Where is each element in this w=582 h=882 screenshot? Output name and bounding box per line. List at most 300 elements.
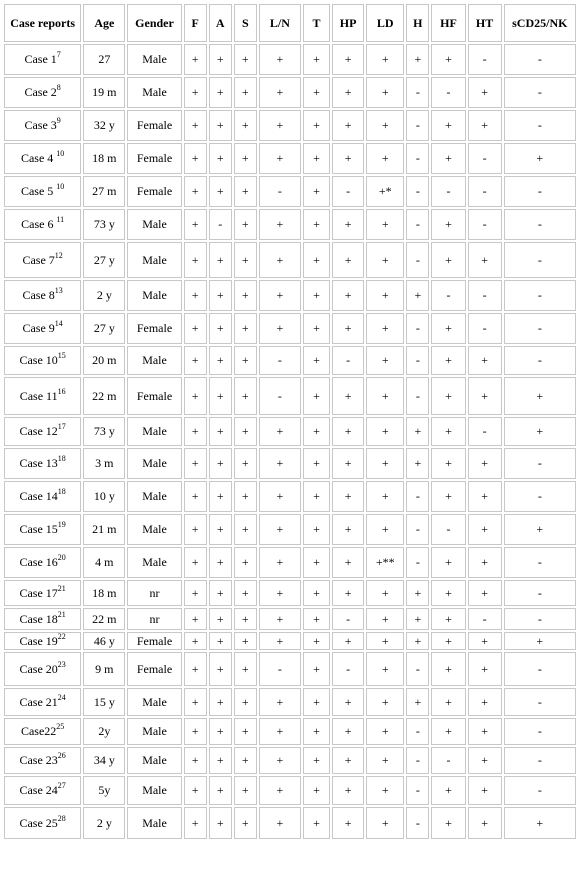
age-cell: 5y bbox=[83, 776, 125, 805]
finding-cell: + bbox=[332, 313, 364, 344]
finding-cell: + bbox=[209, 514, 232, 545]
case-label-cell bbox=[4, 747, 81, 774]
finding-cell: + bbox=[431, 313, 465, 344]
finding-cell: + bbox=[303, 346, 330, 375]
reference-superscript: 18 bbox=[57, 487, 66, 496]
finding-cell: + bbox=[184, 242, 207, 278]
case-label-cell bbox=[4, 110, 81, 141]
gender-cell: Male bbox=[127, 547, 181, 578]
finding-cell: - bbox=[406, 110, 429, 141]
finding-cell: + bbox=[303, 608, 330, 630]
finding-cell: + bbox=[303, 632, 330, 650]
finding-cell: + bbox=[332, 110, 364, 141]
header-row bbox=[4, 4, 576, 42]
finding-cell: + bbox=[431, 580, 465, 606]
finding-cell: - bbox=[504, 209, 576, 240]
age-cell: 2 y bbox=[83, 807, 125, 839]
reference-superscript: 18 bbox=[57, 454, 66, 463]
finding-cell: + bbox=[431, 807, 465, 839]
table-row bbox=[4, 481, 576, 512]
finding-cell: + bbox=[303, 44, 330, 75]
finding-cell: - bbox=[504, 280, 576, 311]
finding-cell: + bbox=[468, 547, 502, 578]
finding-cell: + bbox=[234, 110, 257, 141]
finding-cell: + bbox=[366, 514, 404, 545]
case-label: Case 3 bbox=[24, 118, 57, 132]
reference-superscript: 9 bbox=[56, 116, 61, 125]
finding-cell: - bbox=[406, 176, 429, 207]
finding-cell: + bbox=[184, 718, 207, 745]
finding-cell: + bbox=[234, 377, 257, 415]
finding-cell: + bbox=[259, 776, 301, 805]
finding-cell: - bbox=[406, 77, 429, 108]
age-cell: 22 m bbox=[83, 377, 125, 415]
case-label-cell bbox=[4, 417, 81, 446]
case-label: Case 25 bbox=[19, 815, 58, 830]
finding-cell: + bbox=[209, 718, 232, 745]
finding-cell: - bbox=[332, 346, 364, 375]
reference-superscript: 19 bbox=[57, 520, 66, 529]
gender-cell: Male bbox=[127, 280, 181, 311]
finding-cell: + bbox=[234, 143, 257, 174]
reference-superscript: 14 bbox=[54, 319, 63, 328]
finding-cell: + bbox=[431, 143, 465, 174]
finding-cell: - bbox=[504, 481, 576, 512]
gender-cell: Female bbox=[127, 176, 181, 207]
reference-superscript: 11 bbox=[56, 215, 65, 224]
finding-cell: + bbox=[259, 143, 301, 174]
finding-cell: + bbox=[332, 143, 364, 174]
case-label-cell bbox=[4, 280, 81, 311]
finding-cell: + bbox=[431, 718, 465, 745]
table-row bbox=[4, 209, 576, 240]
gender-cell: Male bbox=[127, 77, 181, 108]
case-label-cell bbox=[4, 688, 81, 716]
gender-cell: Male bbox=[127, 514, 181, 545]
finding-cell: + bbox=[366, 209, 404, 240]
finding-cell: + bbox=[303, 313, 330, 344]
finding-cell: + bbox=[468, 377, 502, 415]
finding-cell: + bbox=[184, 44, 207, 75]
gender-cell: Male bbox=[127, 688, 181, 716]
finding-cell: - bbox=[259, 176, 301, 207]
finding-cell: + bbox=[184, 807, 207, 839]
age-cell: 2 y bbox=[83, 280, 125, 311]
gender-cell: nr bbox=[127, 608, 181, 630]
gender-cell: Female bbox=[127, 652, 181, 686]
table-row bbox=[4, 417, 576, 446]
finding-cell: + bbox=[209, 417, 232, 446]
finding-cell: + bbox=[468, 688, 502, 716]
finding-cell: + bbox=[184, 417, 207, 446]
gender-cell: Male bbox=[127, 448, 181, 479]
case-label-cell bbox=[4, 632, 81, 650]
gender-cell: nr bbox=[127, 580, 181, 606]
case-label-cell bbox=[4, 313, 81, 344]
finding-cell: + bbox=[366, 417, 404, 446]
finding-cell: + bbox=[406, 580, 429, 606]
age-cell: 4 m bbox=[83, 547, 125, 578]
finding-cell: - bbox=[209, 209, 232, 240]
finding-cell: + bbox=[366, 242, 404, 278]
finding-cell: + bbox=[259, 481, 301, 512]
table-row bbox=[4, 776, 576, 805]
finding-cell: + bbox=[332, 580, 364, 606]
reference-superscript: 15 bbox=[57, 351, 66, 360]
reference-superscript: 23 bbox=[57, 659, 66, 669]
gender-cell: Female bbox=[127, 377, 181, 415]
finding-cell: - bbox=[431, 280, 465, 311]
case-label: Case 2 bbox=[24, 85, 57, 99]
finding-cell: + bbox=[366, 718, 404, 745]
finding-cell: + bbox=[184, 652, 207, 686]
finding-cell: + bbox=[184, 547, 207, 578]
finding-cell: + bbox=[431, 688, 465, 716]
finding-cell: + bbox=[209, 776, 232, 805]
finding-cell: + bbox=[303, 807, 330, 839]
finding-cell: + bbox=[184, 514, 207, 545]
case-label: Case 20 bbox=[19, 661, 58, 676]
finding-cell: + bbox=[259, 718, 301, 745]
case-label: Case 19 bbox=[19, 633, 58, 648]
finding-cell: + bbox=[431, 632, 465, 650]
header-hp: HP bbox=[332, 4, 364, 42]
finding-cell: - bbox=[504, 313, 576, 344]
finding-cell: + bbox=[332, 547, 364, 578]
finding-cell: + bbox=[259, 514, 301, 545]
finding-cell: + bbox=[209, 747, 232, 774]
header-ln: L/N bbox=[259, 4, 301, 42]
table-row bbox=[4, 547, 576, 578]
finding-cell: + bbox=[184, 448, 207, 479]
finding-cell: + bbox=[259, 632, 301, 650]
table-row bbox=[4, 143, 576, 174]
header-t: T bbox=[303, 4, 330, 42]
age-cell: 32 y bbox=[83, 110, 125, 141]
age-cell: 19 m bbox=[83, 77, 125, 108]
finding-cell: - bbox=[406, 776, 429, 805]
gender-cell: Male bbox=[127, 747, 181, 774]
age-cell: 21 m bbox=[83, 514, 125, 545]
table-row bbox=[4, 608, 576, 630]
table-row bbox=[4, 377, 576, 415]
finding-cell: + bbox=[184, 377, 207, 415]
finding-cell: + bbox=[366, 280, 404, 311]
gender-cell: Male bbox=[127, 346, 181, 375]
finding-cell: - bbox=[431, 747, 465, 774]
age-cell: 9 m bbox=[83, 652, 125, 686]
finding-cell: + bbox=[332, 77, 364, 108]
finding-cell: + bbox=[366, 313, 404, 344]
table-row bbox=[4, 242, 576, 278]
finding-cell: - bbox=[332, 608, 364, 630]
table-row bbox=[4, 807, 576, 839]
finding-cell: + bbox=[468, 346, 502, 375]
finding-cell: + bbox=[234, 242, 257, 278]
age-cell: 2y bbox=[83, 718, 125, 745]
finding-cell: - bbox=[504, 547, 576, 578]
finding-cell: + bbox=[184, 580, 207, 606]
finding-cell: - bbox=[504, 747, 576, 774]
age-cell: 27 y bbox=[83, 313, 125, 344]
header-scd25-nk: sCD25/NK bbox=[504, 4, 576, 42]
header-s: S bbox=[234, 4, 257, 42]
finding-cell: + bbox=[303, 242, 330, 278]
finding-cell: + bbox=[234, 417, 257, 446]
finding-cell: + bbox=[406, 632, 429, 650]
gender-cell: Male bbox=[127, 776, 181, 805]
reference-superscript: 16 bbox=[57, 386, 66, 396]
finding-cell: + bbox=[184, 608, 207, 630]
finding-cell: - bbox=[504, 652, 576, 686]
finding-cell: + bbox=[468, 481, 502, 512]
case-label-cell bbox=[4, 77, 81, 108]
finding-cell: + bbox=[332, 632, 364, 650]
finding-cell: + bbox=[303, 417, 330, 446]
finding-cell: + bbox=[184, 346, 207, 375]
finding-cell: + bbox=[431, 448, 465, 479]
finding-cell: - bbox=[504, 608, 576, 630]
finding-cell: + bbox=[303, 481, 330, 512]
case-label-cell bbox=[4, 209, 81, 240]
table-row bbox=[4, 448, 576, 479]
finding-cell: + bbox=[431, 608, 465, 630]
table-row bbox=[4, 632, 576, 650]
finding-cell: + bbox=[431, 346, 465, 375]
finding-cell: + bbox=[406, 448, 429, 479]
finding-cell: - bbox=[468, 209, 502, 240]
finding-cell: + bbox=[406, 608, 429, 630]
finding-cell: + bbox=[468, 718, 502, 745]
finding-cell: + bbox=[468, 242, 502, 278]
finding-cell: + bbox=[332, 747, 364, 774]
reference-superscript: 10 bbox=[56, 182, 65, 191]
finding-cell: + bbox=[259, 280, 301, 311]
finding-cell: + bbox=[431, 209, 465, 240]
finding-cell: + bbox=[303, 776, 330, 805]
case-label-cell bbox=[4, 514, 81, 545]
finding-cell: - bbox=[468, 608, 502, 630]
header-ld: LD bbox=[366, 4, 404, 42]
reference-superscript: 21 bbox=[57, 583, 66, 593]
finding-cell: + bbox=[468, 807, 502, 839]
finding-cell: + bbox=[234, 776, 257, 805]
finding-cell: + bbox=[303, 747, 330, 774]
finding-cell: + bbox=[332, 448, 364, 479]
finding-cell: - bbox=[406, 514, 429, 545]
finding-cell: + bbox=[303, 176, 330, 207]
finding-cell: + bbox=[303, 580, 330, 606]
finding-cell: + bbox=[406, 417, 429, 446]
finding-cell: + bbox=[431, 481, 465, 512]
finding-cell: + bbox=[209, 632, 232, 650]
finding-cell: - bbox=[406, 807, 429, 839]
finding-cell: - bbox=[468, 143, 502, 174]
finding-cell: + bbox=[303, 143, 330, 174]
header-h: H bbox=[406, 4, 429, 42]
finding-cell: + bbox=[366, 377, 404, 415]
finding-cell: + bbox=[184, 632, 207, 650]
age-cell: 73 y bbox=[83, 417, 125, 446]
age-cell: 20 m bbox=[83, 346, 125, 375]
table-row bbox=[4, 77, 576, 108]
header-gender: Gender bbox=[127, 4, 181, 42]
header-hf: HF bbox=[431, 4, 465, 42]
finding-cell: + bbox=[366, 143, 404, 174]
finding-cell: + bbox=[259, 110, 301, 141]
table-row bbox=[4, 176, 576, 207]
table-row bbox=[4, 280, 576, 311]
finding-cell: + bbox=[209, 77, 232, 108]
finding-cell: + bbox=[332, 481, 364, 512]
case-label: Case 12 bbox=[19, 424, 58, 438]
finding-cell: - bbox=[504, 77, 576, 108]
case-label-cell bbox=[4, 718, 81, 745]
finding-cell: + bbox=[332, 688, 364, 716]
case-label: Case 4 bbox=[20, 151, 57, 165]
case-label: Case 10 bbox=[19, 353, 58, 367]
case-label: Case 16 bbox=[19, 555, 58, 569]
finding-cell: + bbox=[468, 448, 502, 479]
finding-cell: - bbox=[504, 176, 576, 207]
finding-cell: - bbox=[504, 44, 576, 75]
case-label: Case 18 bbox=[19, 611, 58, 626]
case-label-cell bbox=[4, 346, 81, 375]
finding-cell: + bbox=[431, 377, 465, 415]
finding-cell: + bbox=[366, 807, 404, 839]
header-f: F bbox=[184, 4, 207, 42]
reference-superscript: 22 bbox=[57, 631, 66, 641]
finding-cell: + bbox=[234, 77, 257, 108]
finding-cell: + bbox=[259, 77, 301, 108]
table-row bbox=[4, 110, 576, 141]
case-label: Case 6 bbox=[21, 217, 57, 231]
case-label: Case 17 bbox=[19, 585, 58, 600]
finding-cell: + bbox=[234, 346, 257, 375]
finding-cell: - bbox=[259, 377, 301, 415]
finding-cell: - bbox=[504, 110, 576, 141]
gender-cell: Male bbox=[127, 807, 181, 839]
finding-cell: - bbox=[431, 514, 465, 545]
finding-cell: + bbox=[303, 110, 330, 141]
case-label-cell bbox=[4, 176, 81, 207]
finding-cell: - bbox=[468, 280, 502, 311]
age-cell: 46 y bbox=[83, 632, 125, 650]
finding-cell: + bbox=[184, 313, 207, 344]
case-label-cell bbox=[4, 807, 81, 839]
age-cell: 27 m bbox=[83, 176, 125, 207]
finding-cell: + bbox=[431, 652, 465, 686]
table-row bbox=[4, 747, 576, 774]
finding-cell: + bbox=[303, 209, 330, 240]
age-cell: 3 m bbox=[83, 448, 125, 479]
finding-cell: + bbox=[303, 377, 330, 415]
gender-cell: Male bbox=[127, 44, 181, 75]
finding-cell: + bbox=[366, 77, 404, 108]
finding-cell: - bbox=[406, 481, 429, 512]
finding-cell: + bbox=[468, 77, 502, 108]
finding-cell: + bbox=[366, 110, 404, 141]
reference-superscript: 20 bbox=[57, 553, 66, 562]
finding-cell: + bbox=[209, 580, 232, 606]
case-label-cell bbox=[4, 580, 81, 606]
finding-cell: + bbox=[406, 280, 429, 311]
finding-cell: + bbox=[259, 44, 301, 75]
finding-cell: + bbox=[332, 209, 364, 240]
finding-cell: - bbox=[504, 242, 576, 278]
finding-cell: + bbox=[209, 547, 232, 578]
finding-cell: + bbox=[234, 718, 257, 745]
finding-cell: + bbox=[184, 209, 207, 240]
finding-cell: + bbox=[209, 242, 232, 278]
finding-cell: + bbox=[209, 346, 232, 375]
finding-cell: + bbox=[259, 448, 301, 479]
reference-superscript: 24 bbox=[57, 692, 66, 702]
finding-cell: + bbox=[209, 688, 232, 716]
finding-cell: + bbox=[332, 514, 364, 545]
finding-cell: + bbox=[468, 110, 502, 141]
finding-cell: - bbox=[468, 176, 502, 207]
gender-cell: Male bbox=[127, 242, 181, 278]
age-cell: 15 y bbox=[83, 688, 125, 716]
finding-cell: + bbox=[332, 280, 364, 311]
case-label: Case 9 bbox=[22, 321, 55, 335]
finding-cell: - bbox=[504, 776, 576, 805]
table-row bbox=[4, 313, 576, 344]
case-label: Case 5 bbox=[20, 184, 57, 198]
finding-cell: + bbox=[303, 718, 330, 745]
age-cell: 18 m bbox=[83, 143, 125, 174]
finding-cell: + bbox=[332, 807, 364, 839]
finding-cell: + bbox=[431, 242, 465, 278]
case-label-cell bbox=[4, 44, 81, 75]
finding-cell: + bbox=[366, 608, 404, 630]
finding-cell: + bbox=[209, 44, 232, 75]
finding-cell: + bbox=[366, 448, 404, 479]
finding-cell: +* bbox=[366, 176, 404, 207]
finding-cell: + bbox=[234, 448, 257, 479]
finding-cell: + bbox=[303, 514, 330, 545]
finding-cell: - bbox=[431, 176, 465, 207]
case-label: Case 8 bbox=[22, 288, 55, 302]
finding-cell: + bbox=[431, 44, 465, 75]
finding-cell: + bbox=[303, 652, 330, 686]
finding-cell: - bbox=[406, 547, 429, 578]
finding-cell: + bbox=[431, 776, 465, 805]
age-cell: 34 y bbox=[83, 747, 125, 774]
finding-cell: + bbox=[303, 448, 330, 479]
table-row bbox=[4, 514, 576, 545]
finding-cell: + bbox=[366, 747, 404, 774]
finding-cell: + bbox=[366, 580, 404, 606]
finding-cell: + bbox=[234, 747, 257, 774]
gender-cell: Male bbox=[127, 481, 181, 512]
finding-cell: + bbox=[468, 632, 502, 650]
reference-superscript: 12 bbox=[54, 250, 63, 260]
finding-cell: + bbox=[259, 688, 301, 716]
finding-cell: + bbox=[209, 377, 232, 415]
age-cell: 22 m bbox=[83, 608, 125, 630]
finding-cell: + bbox=[468, 652, 502, 686]
age-cell: 10 y bbox=[83, 481, 125, 512]
case-label: Case 13 bbox=[19, 456, 58, 470]
finding-cell: + bbox=[468, 514, 502, 545]
finding-cell: + bbox=[332, 44, 364, 75]
finding-cell: + bbox=[234, 608, 257, 630]
finding-cell: - bbox=[468, 417, 502, 446]
finding-cell: + bbox=[504, 514, 576, 545]
case-label-cell bbox=[4, 776, 81, 805]
